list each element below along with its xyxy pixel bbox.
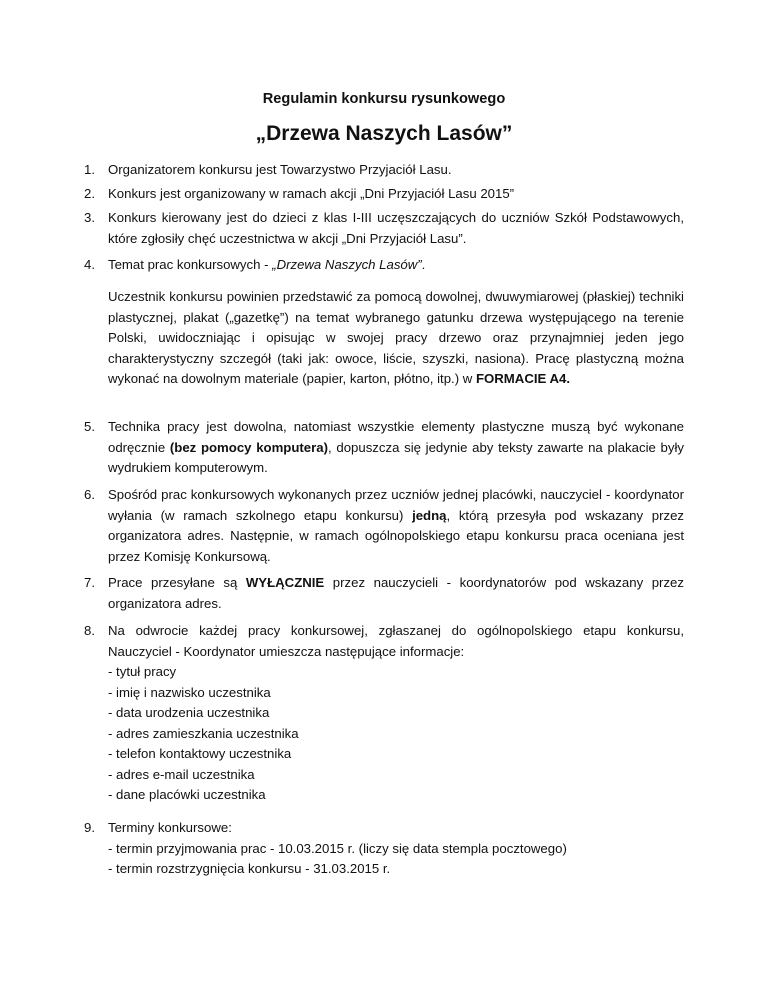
item-text-part: Technika pracy jest dowolna, natomiast wszystkie elementy plastyczne muszą być wykonane odręcznie — [108, 419, 684, 455]
item-number: 2. — [84, 186, 95, 201]
info-list-item: - adres zamieszkania uczestnika — [108, 725, 299, 741]
list-item-3 — [84, 208, 684, 249]
list-item-6 — [84, 485, 684, 567]
list-item-2 — [84, 184, 684, 205]
info-list-item: - adres e-mail uczestnika — [108, 766, 255, 782]
info-list-item: - tytuł pracy — [108, 664, 177, 679]
item-text: Konkurs kierowany jest do dzieci z klas I-III uczęszczających do uczniów Szkół Podstawowych, które zgłosiły chęć uczestnictwa w akcji „Dni Przyjaciół Lasu”. — [108, 210, 684, 246]
item-text-emphasis: „Drzewa Naszych Lasów” — [272, 257, 422, 272]
info-list-item: - telefon kontaktowy uczestnika — [108, 746, 292, 761]
item-text — [108, 573, 684, 614]
document-subtitle: Regulamin konkursu rysunkowego — [262, 91, 506, 107]
item-number: 6. — [84, 487, 95, 502]
item-text-part: . — [421, 257, 426, 272]
item-number: 8. — [84, 623, 95, 638]
item-text — [108, 621, 684, 806]
list-item-7 — [84, 573, 684, 614]
item-number: 5. — [84, 419, 95, 434]
info-list-item: - data urodzenia uczestnika — [108, 705, 270, 720]
item-text — [108, 255, 684, 276]
item-text-bold: WYŁĄCZNIE — [245, 575, 325, 590]
item-text — [108, 818, 684, 880]
item-text-part: Spośród prac konkursowych wykonanych przez uczniów jednej placówki, nauczyciel - koordynator wyłania (w ramach szkolnego etapu konkursu) — [108, 487, 684, 523]
document-title: „Drzewa Naszych Lasów” — [255, 122, 513, 145]
info-list-item: - imię i nazwisko uczestnika — [108, 684, 271, 700]
list-item-9 — [84, 818, 684, 880]
item-number: 4. — [84, 257, 95, 272]
item-text-part: , dopuszcza się jedynie aby teksty zawarte na plakacie były wydrukiem komputerowym. — [108, 439, 684, 475]
item-text-part: Prace przesyłane są — [108, 575, 246, 590]
item-text — [108, 485, 684, 567]
item-text — [108, 417, 684, 479]
item-text-part: przez nauczycieli - koordynatorów pod wskazany przez organizatora adres. — [108, 575, 684, 611]
item-number: 3. — [84, 210, 95, 225]
date-list-item: - termin rozstrzygnięcia konkursu - 31.03.2015 r. — [108, 861, 391, 876]
item-text-bold: jedną — [412, 507, 447, 523]
description-text: Uczestnik konkursu powinien przedstawić za pomocą dowolnej, dwuwymiarowej (płaskiej) techniki plastycznej, plakat („gazetkę”) na temat wybranego gatunku drzewa występującego na terenie Polski, uwidoczniając i opisując w swojej pracy drzewo oraz przynajmniej jeden jego charakterystyczny szczegół (taki jak: owoce, liście, szyszki, nasiona). Pracę plastyczną można wykonać na dowolnym materiale (papier, karton, płótno, itp.) w — [108, 289, 684, 386]
list-item-1 — [84, 160, 684, 181]
list-item-4 — [84, 255, 684, 276]
format-emphasis: FORMACIE A4. — [475, 371, 570, 386]
info-list-item: - dane placówki uczestnika — [108, 787, 266, 802]
item-text-intro: Terminy konkursowe: — [108, 820, 232, 835]
item-number: 1. — [84, 162, 95, 177]
item-text-part: , którą przesyła pod wskazany przez organizatora adres. Następnie, w ramach ogólnopolskiego etapu konkursu praca oceniana jest przez Komisję Konkursową. — [108, 507, 685, 564]
item-4-description — [108, 287, 684, 390]
item-text-intro: Na odwrocie każdej pracy konkursowej, zgłaszanej do ogólnopolskiego etapu konkursu, Nauczyciel - Koordynator umieszcza następujące informacje: — [108, 623, 684, 659]
list-item-8 — [84, 621, 684, 806]
item-text-bold: (bez pomocy komputera) — [169, 439, 329, 455]
item-text-part: Temat prac konkursowych - — [108, 257, 273, 272]
list-item-5 — [84, 417, 684, 479]
item-text: Organizatorem konkursu jest Towarzystwo Przyjaciół Lasu. — [108, 162, 452, 177]
item-number: 7. — [84, 575, 95, 590]
item-text: Konkurs jest organizowany w ramach akcji „Dni Przyjaciół Lasu 2015” — [108, 186, 515, 201]
item-number: 9. — [84, 820, 95, 835]
date-list-item: - termin przyjmowania prac - 10.03.2015 r. (liczy się data stempla pocztowego) — [108, 840, 567, 856]
